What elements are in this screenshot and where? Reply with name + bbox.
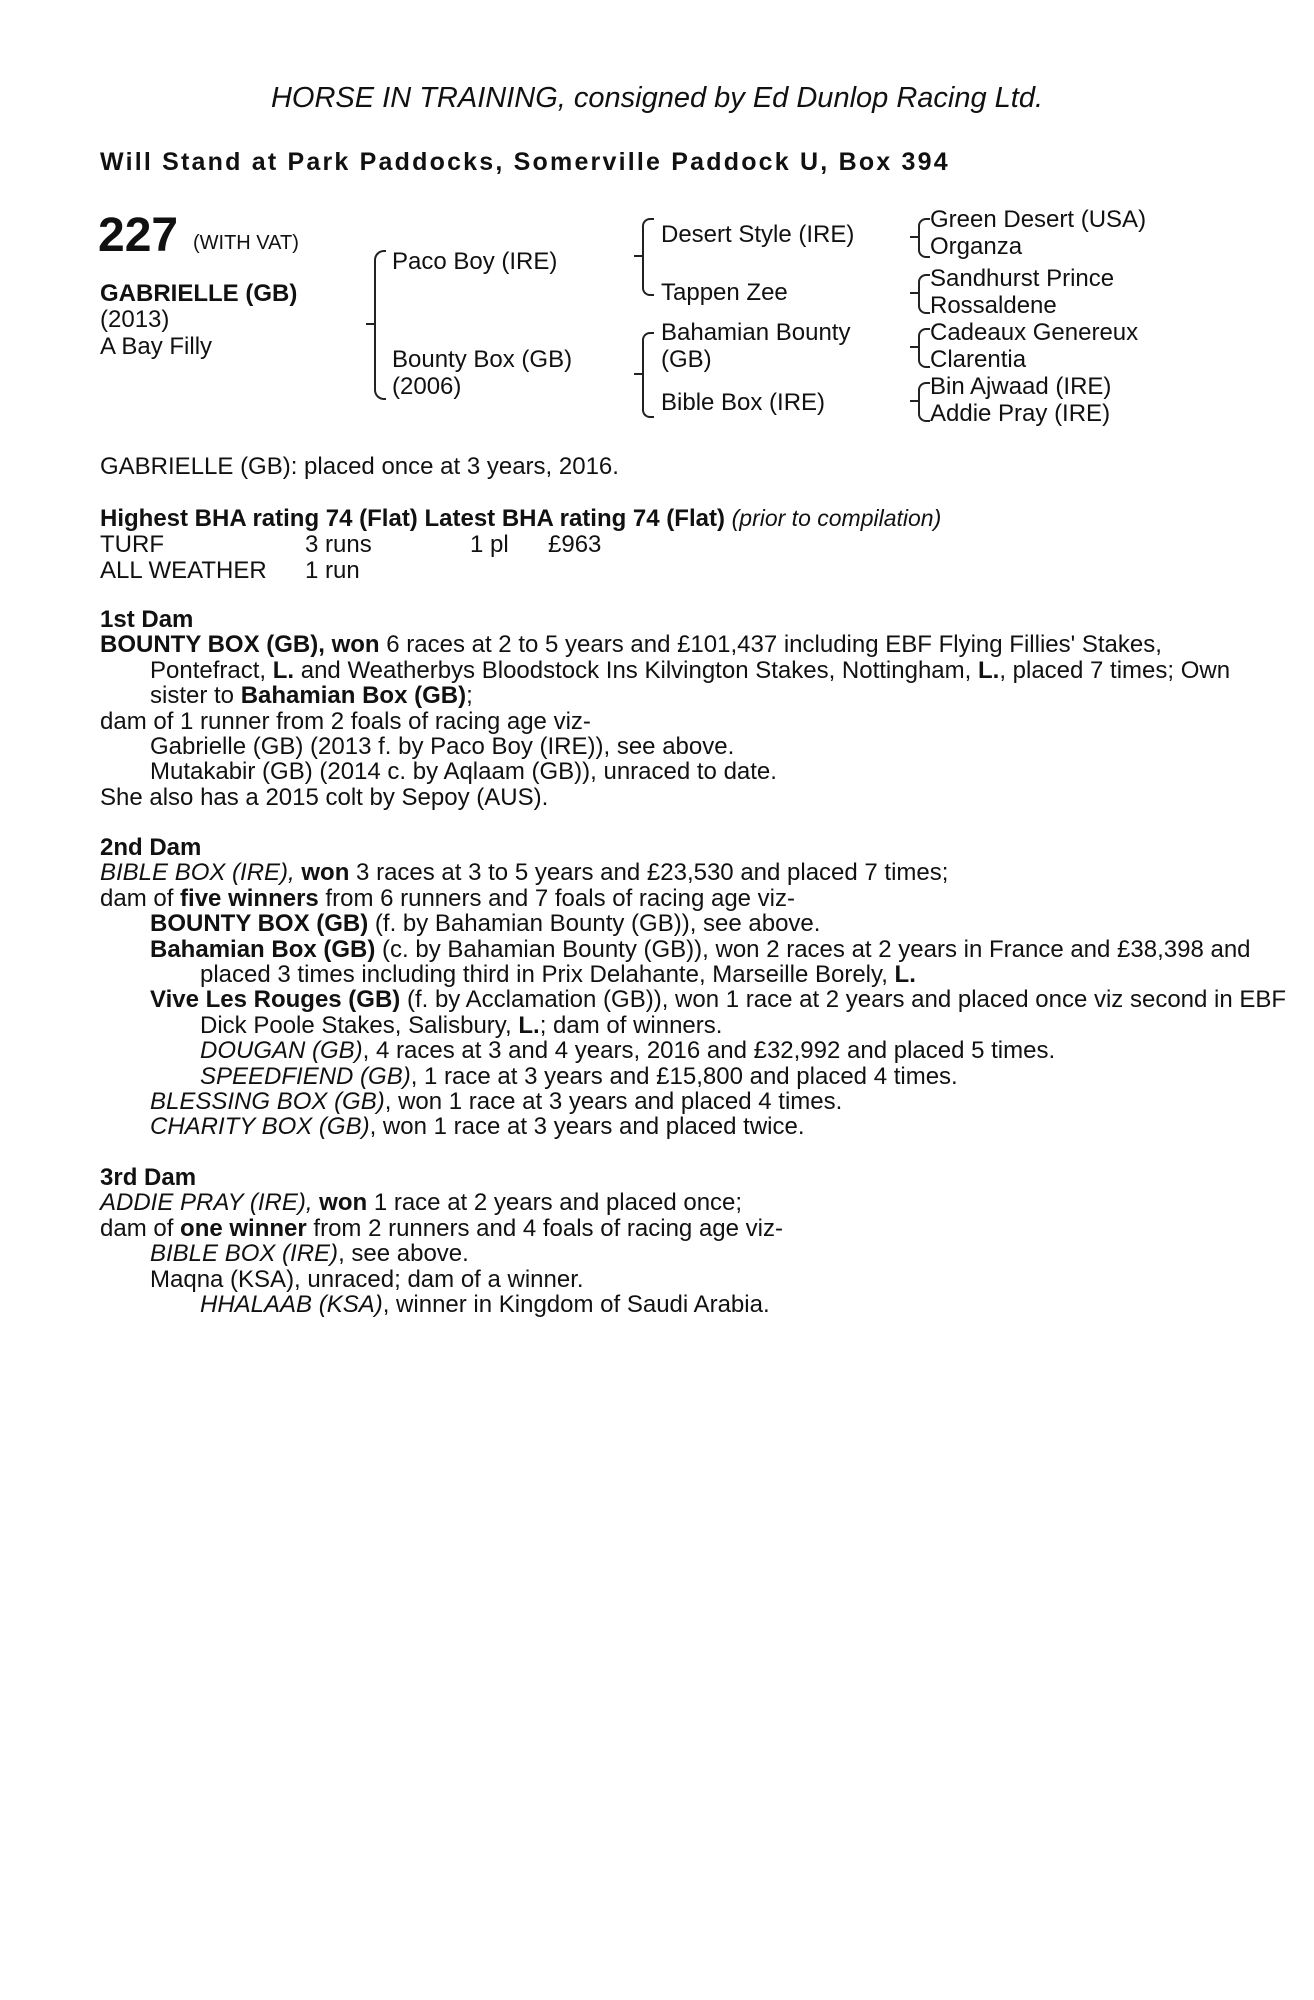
- first-dam-offspring-2: Mutakabir (GB) (2014 c. by Aqlaam (GB)), unraced to date.: [150, 758, 777, 786]
- second-dam-offspring-5: CHARITY BOX (GB), won 1 race at 3 years and placed twice.: [150, 1113, 805, 1141]
- consignment-header: HORSE IN TRAINING, consigned by Ed Dunlop Racing Ltd.: [270, 82, 1044, 114]
- third-dam-grand-offspring-1: HHALAAB (KSA), winner in Kingdom of Saudi Arabia.: [200, 1291, 770, 1319]
- pedigree-brace-sire-parents: [642, 218, 654, 296]
- pedigree-ggp-2: Organza: [930, 233, 1023, 260]
- second-dam-offspring-1: BOUNTY BOX (GB) (f. by Bahamian Bounty (GB)), see above.: [150, 910, 821, 938]
- first-dam-sister: Bahamian Box (GB): [240, 682, 467, 710]
- third-dam-record: ADDIE PRAY (IRE), won 1 race at 2 years and placed once;: [100, 1189, 743, 1217]
- pedigree-ggp-3: Sandhurst Prince: [930, 265, 1115, 292]
- pedigree-sire-dam: Tappen Zee: [661, 279, 788, 306]
- second-dam-grand-offspring-1: DOUGAN (GB), 4 races at 3 and 4 years, 2016 and £32,992 and placed 5 times.: [200, 1037, 1056, 1065]
- second-dam-section: [100, 834, 1287, 1141]
- second-dam-grand-offspring-2: SPEEDFIEND (GB), 1 race at 3 years and £15,800 and placed 4 times.: [200, 1062, 958, 1090]
- pedigree-dam-dam: Bible Box (IRE): [661, 389, 826, 416]
- stand-location: Will Stand at Park Paddocks, Somerville Paddock U, Box 394: [100, 148, 950, 176]
- lot-number: 227: [98, 209, 179, 262]
- aw-label: ALL WEATHER: [100, 557, 267, 584]
- first-dam-produce-summary: dam of 1 runner from 2 foals of racing age viz-: [100, 707, 591, 735]
- pedigree-ggp-4: Rossaldene: [930, 292, 1057, 319]
- foaling-year: (2013): [100, 306, 170, 333]
- second-dam-heading: 2nd Dam: [100, 834, 202, 861]
- pedigree-brace-sire-dam: [374, 250, 386, 400]
- third-dam-heading: 3rd Dam: [100, 1164, 197, 1191]
- pedigree-ggp-1: Green Desert (USA): [930, 206, 1147, 233]
- turf-prize: £963: [548, 531, 602, 558]
- second-dam-record: BIBLE BOX (IRE), won 3 races at 3 to 5 years and £23,530 and placed 7 times;: [100, 859, 949, 887]
- first-dam-offspring-1: Gabrielle (GB) (2013 f. by Paco Boy (IRE)), see above.: [150, 733, 735, 761]
- aw-runs: 1 run: [305, 557, 360, 584]
- second-dam-offspring-2: Bahamian Box (GB) (c. by Bahamian Bounty (GB)), won 2 races at 2 years in France and £38,398 and placed 3 times including third in Prix Delahante, Marseille Borely, L.: [150, 935, 1251, 989]
- third-dam-produce-summary: dam of one winner from 2 runners and 4 foals of racing age viz-: [100, 1214, 783, 1242]
- second-dam-name: BIBLE BOX (IRE),: [100, 859, 295, 887]
- bha-rating-text: Highest BHA rating 74 (Flat) Latest BHA rating 74 (Flat): [100, 505, 725, 532]
- third-dam-section: [100, 1165, 1210, 1317]
- second-dam-offspring-4: BLESSING BOX (GB), won 1 race at 3 years and placed 4 times.: [150, 1088, 843, 1116]
- pedigree-dam-sire: Bahamian Bounty: [661, 319, 851, 346]
- pedigree-brace-dam-parents: [642, 332, 654, 418]
- first-dam-name: BOUNTY BOX (GB),: [100, 631, 325, 659]
- pedigree-ggp-6: Clarentia: [930, 346, 1027, 373]
- horse-name: GABRIELLE (GB): [100, 280, 298, 307]
- vat-note: (WITH VAT): [193, 232, 299, 254]
- first-dam-also: She also has a 2015 colt by Sepoy (AUS).: [100, 783, 549, 811]
- rating-note: (prior to compilation): [731, 505, 942, 531]
- horse-description: A Bay Filly: [100, 333, 213, 360]
- pedigree-dam-sire-suffix: (GB): [661, 346, 712, 373]
- turf-runs: 3 runs: [305, 531, 372, 558]
- pedigree-ggp-5: Cadeaux Genereux: [930, 319, 1139, 346]
- second-dam-produce-summary: dam of five winners from 6 runners and 7 foals of racing age viz-: [100, 884, 796, 912]
- pedigree-dam: Bounty Box (GB): [392, 346, 573, 373]
- first-dam-heading: 1st Dam: [100, 606, 194, 633]
- third-dam-offspring-2: Maqna (KSA), unraced; dam of a winner.: [150, 1265, 584, 1293]
- turf-placed: 1 pl: [470, 531, 509, 558]
- third-dam-name: ADDIE PRAY (IRE),: [100, 1189, 313, 1217]
- bha-ratings: [100, 505, 941, 533]
- pedigree-dam-year: (2006): [392, 373, 462, 400]
- pedigree-sire: Paco Boy (IRE): [392, 248, 558, 275]
- first-dam-section: [100, 606, 1231, 811]
- pedigree-sire-sire: Desert Style (IRE): [661, 221, 855, 248]
- third-dam-offspring-1: BIBLE BOX (IRE), see above.: [150, 1240, 469, 1268]
- second-dam-offspring-3: Vive Les Rouges (GB) (f. by Acclamation (GB)), won 1 race at 2 years and placed once viz second in EBF Dick Poole Stakes, Salisbury, L.; dam of winners.: [150, 986, 1287, 1039]
- turf-label: TURF: [100, 531, 164, 558]
- first-dam-record: BOUNTY BOX (GB), won 6 races at 2 to 5 years and £101,437 including EBF Flying Fillies' Stakes, Pontefract, L. and Weatherbys Bloodstock Ins Kilvington Stakes, Nottingham, L., placed 7 times; Own sister to Bahamian Box (GB);: [100, 631, 1231, 710]
- pedigree-ggp-7: Bin Ajwaad (IRE): [930, 373, 1112, 400]
- pedigree-ggp-8: Addie Pray (IRE): [930, 400, 1111, 427]
- race-summary: GABRIELLE (GB): placed once at 3 years, 2016.: [100, 453, 619, 480]
